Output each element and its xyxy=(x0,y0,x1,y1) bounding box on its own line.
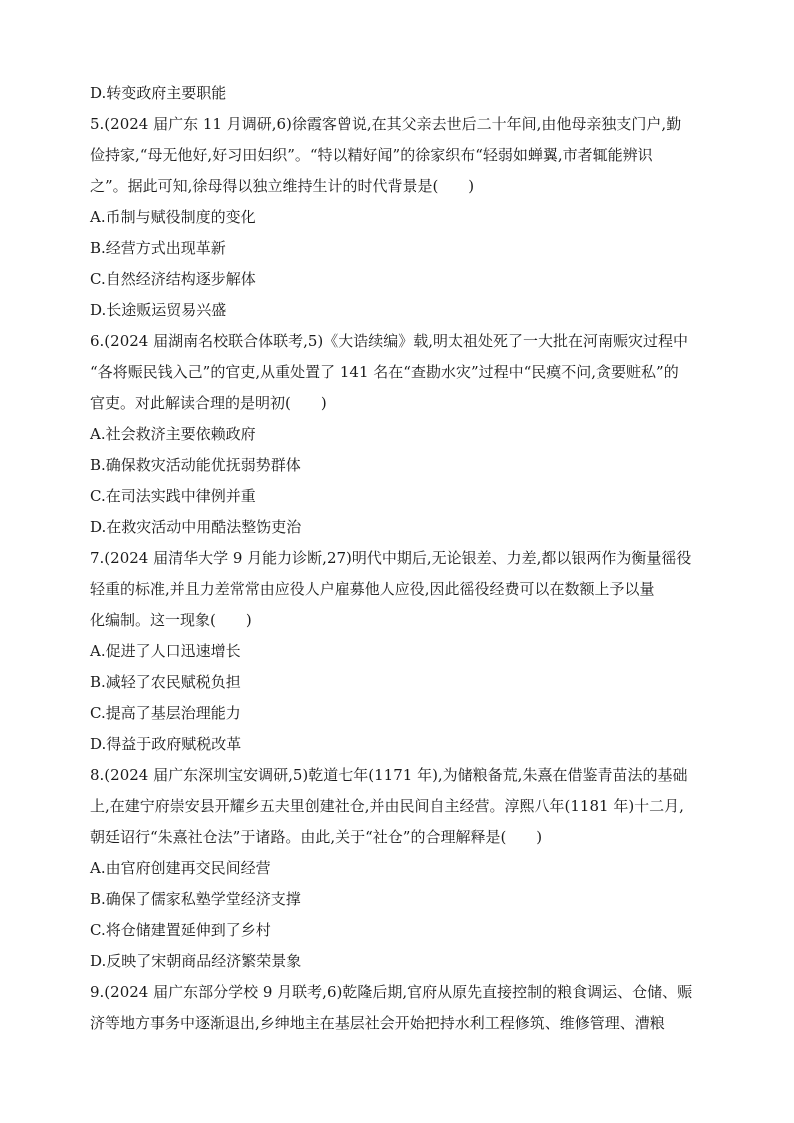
question-7-option-c: C.提高了基层治理能力 xyxy=(90,704,241,722)
question-7-option-a: A.促进了人口迅速增长 xyxy=(90,642,241,660)
question-6-option-c: C.在司法实践中律例并重 xyxy=(90,487,256,505)
question-6-stem-line-2: “各将赈民钱入己”的官吏,从重处置了 141 名在“查勘水灾”过程中“民瘼不问,贪要赃私”的 xyxy=(90,363,679,381)
question-7-option-b: B.减轻了农民赋税负担 xyxy=(90,673,241,691)
question-5-option-d: D.长途贩运贸易兴盛 xyxy=(90,301,227,319)
question-7-stem-line-2: 轻重的标准,并且力差常常由应役人户雇募他人应役,因此徭役经费可以在数额上予以量 xyxy=(90,580,655,598)
question-6-stem-line-1: 6.(2024 届湖南名校联合体联考,5)《大诰续编》载,明太祖处死了一大批在河南赈灾过程中 xyxy=(90,332,689,350)
question-7-stem-line-3: 化编制。这一现象( ) xyxy=(90,611,252,629)
question-8-option-a: A.由官府创建再交民间经营 xyxy=(90,859,271,877)
question-5-stem-line-3: 之”。据此可知,徐母得以独立维持生计的时代背景是( ) xyxy=(90,177,475,195)
question-5-stem-line-1: 5.(2024 届广东 11 月调研,6)徐霞客曾说,在其父亲去世后二十年间,由他母亲独支门户,勤 xyxy=(90,115,682,133)
question-7-stem-line-1: 7.(2024 届清华大学 9 月能力诊断,27)明代中期后,无论银差、力差,都以银两作为衡量徭役 xyxy=(90,549,692,567)
question-5-option-b: B.经营方式出现革新 xyxy=(90,239,226,257)
question-9-stem-line-1: 9.(2024 届广东部分学校 9 月联考,6)乾隆后期,官府从原先直接控制的粮食调运、仓储、赈 xyxy=(90,983,693,1001)
question-6-stem-line-3: 官吏。对此解读合理的是明初( ) xyxy=(90,394,327,412)
question-5-stem-line-2: 俭持家,“母无他好,好习田妇织”。“特以精好闻”的徐家织布“轻弱如蝉翼,市者辄能辨识 xyxy=(90,146,653,164)
question-8-option-c: C.将仓储建置延伸到了乡村 xyxy=(90,921,271,939)
question-8-option-b: B.确保了儒家私塾学堂经济支撑 xyxy=(90,890,301,908)
question-8-stem-line-1: 8.(2024 届广东深圳宝安调研,5)乾道七年(1171 年),为储粮备荒,朱熹在借鉴青苗法的基础 xyxy=(90,766,688,784)
question-6-option-a: A.社会救济主要依赖政府 xyxy=(90,425,256,443)
option-d-q4: D.转变政府主要职能 xyxy=(90,84,227,102)
question-8-option-d: D.反映了宋朝商品经济繁荣景象 xyxy=(90,952,302,970)
question-5-option-a: A.币制与赋役制度的变化 xyxy=(90,208,256,226)
question-8-stem-line-2: 上,在建宁府崇安县开耀乡五夫里创建社仓,并由民间自主经营。淳熙八年(1181 年)十二月, xyxy=(90,797,684,815)
question-7-option-d: D.得益于政府赋税改革 xyxy=(90,735,242,753)
question-6-option-b: B.确保救灾活动能优抚弱势群体 xyxy=(90,456,301,474)
question-6-option-d: D.在救灾活动中用酷法整饬吏治 xyxy=(90,518,302,536)
question-text-block xyxy=(90,78,714,1039)
question-9-stem-line-2: 济等地方事务中逐渐退出,乡绅地主在基层社会开始把持水利工程修筑、维修管理、漕粮 xyxy=(90,1014,665,1032)
question-5-option-c: C.自然经济结构逐步解体 xyxy=(90,270,256,288)
question-8-stem-line-3: 朝廷诏行“朱熹社仓法”于诸路。由此,关于“社仓”的合理解释是( ) xyxy=(90,828,543,846)
